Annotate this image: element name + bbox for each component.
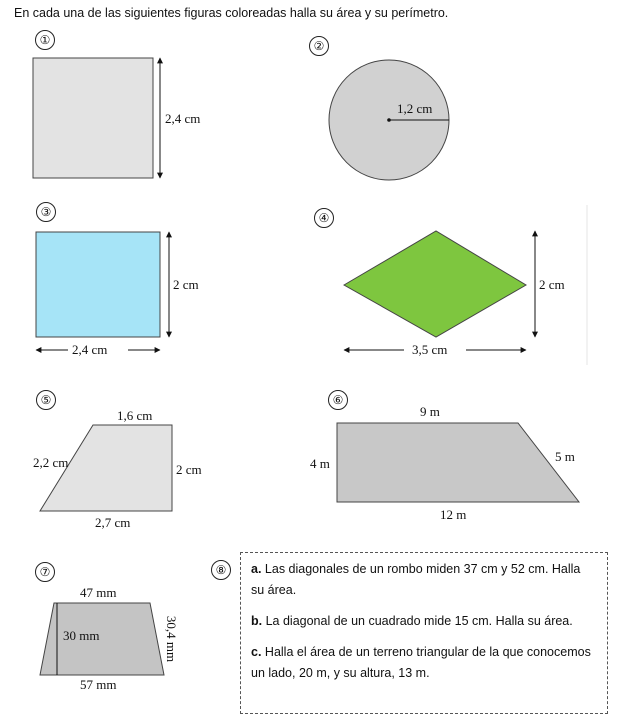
figure-7-top-label: 47 mm xyxy=(80,585,117,600)
figure-3-width-label: 2,4 cm xyxy=(72,342,108,357)
figure-6-bottom-label: 12 m xyxy=(440,507,467,522)
figure-4-width-label: 3,5 cm xyxy=(412,342,448,357)
figure-8-number: ⑧ xyxy=(211,560,231,580)
problem-8a: a. Las diagonales de un rombo miden 37 cm y 52 cm. Halla su área. xyxy=(251,562,581,597)
problem-8-box xyxy=(240,552,608,714)
figure-6-left-label: 4 m xyxy=(310,456,330,471)
figure-6-trapezoid xyxy=(337,423,579,502)
figure-5-bottom-label: 2,7 cm xyxy=(95,515,131,530)
figure-7-trapezoid xyxy=(40,603,164,675)
figure-5-left-label: 2,2 cm xyxy=(33,455,69,470)
figure-6-right-label: 5 m xyxy=(555,449,575,464)
figure-4-rhombus xyxy=(344,231,526,337)
figure-3-number: ③ xyxy=(36,202,56,222)
figure-5-number: ⑤ xyxy=(36,390,56,410)
figure-6-top-label: 9 m xyxy=(420,404,440,419)
figure-1-side-label: 2,4 cm xyxy=(165,111,201,126)
figure-5-right-label: 2 cm xyxy=(176,462,202,477)
problem-8c: c. Halla el área de un terreno triangular de la que conocemos un lado, 20 m, y su altura, 13 m. xyxy=(251,645,591,680)
instruction: En cada una de las siguientes figuras coloreadas halla su área y su perímetro. xyxy=(14,6,449,20)
figure-2-number: ② xyxy=(309,36,329,56)
figure-7-bottom-label: 57 mm xyxy=(80,677,117,692)
figure-1-square xyxy=(33,58,153,178)
figure-4-number: ④ xyxy=(314,208,334,228)
figure-5-top-label: 1,6 cm xyxy=(117,408,153,423)
figure-6-number: ⑥ xyxy=(328,390,348,410)
figure-7-side-label: 30,4 mm xyxy=(164,615,180,663)
figure-7-number: ⑦ xyxy=(35,562,55,582)
figure-2-center-dot xyxy=(387,118,391,122)
figure-7-height-label: 30 mm xyxy=(63,628,100,643)
problem-8b: b. La diagonal de un cuadrado mide 15 cm. Halla su área. xyxy=(251,614,573,628)
figure-3-rectangle xyxy=(36,232,160,337)
figure-4-height-label: 2 cm xyxy=(539,277,565,292)
figure-3-height-label: 2 cm xyxy=(173,277,199,292)
figure-2-radius-label: 1,2 cm xyxy=(397,101,433,116)
figure-1-number: ① xyxy=(35,30,55,50)
